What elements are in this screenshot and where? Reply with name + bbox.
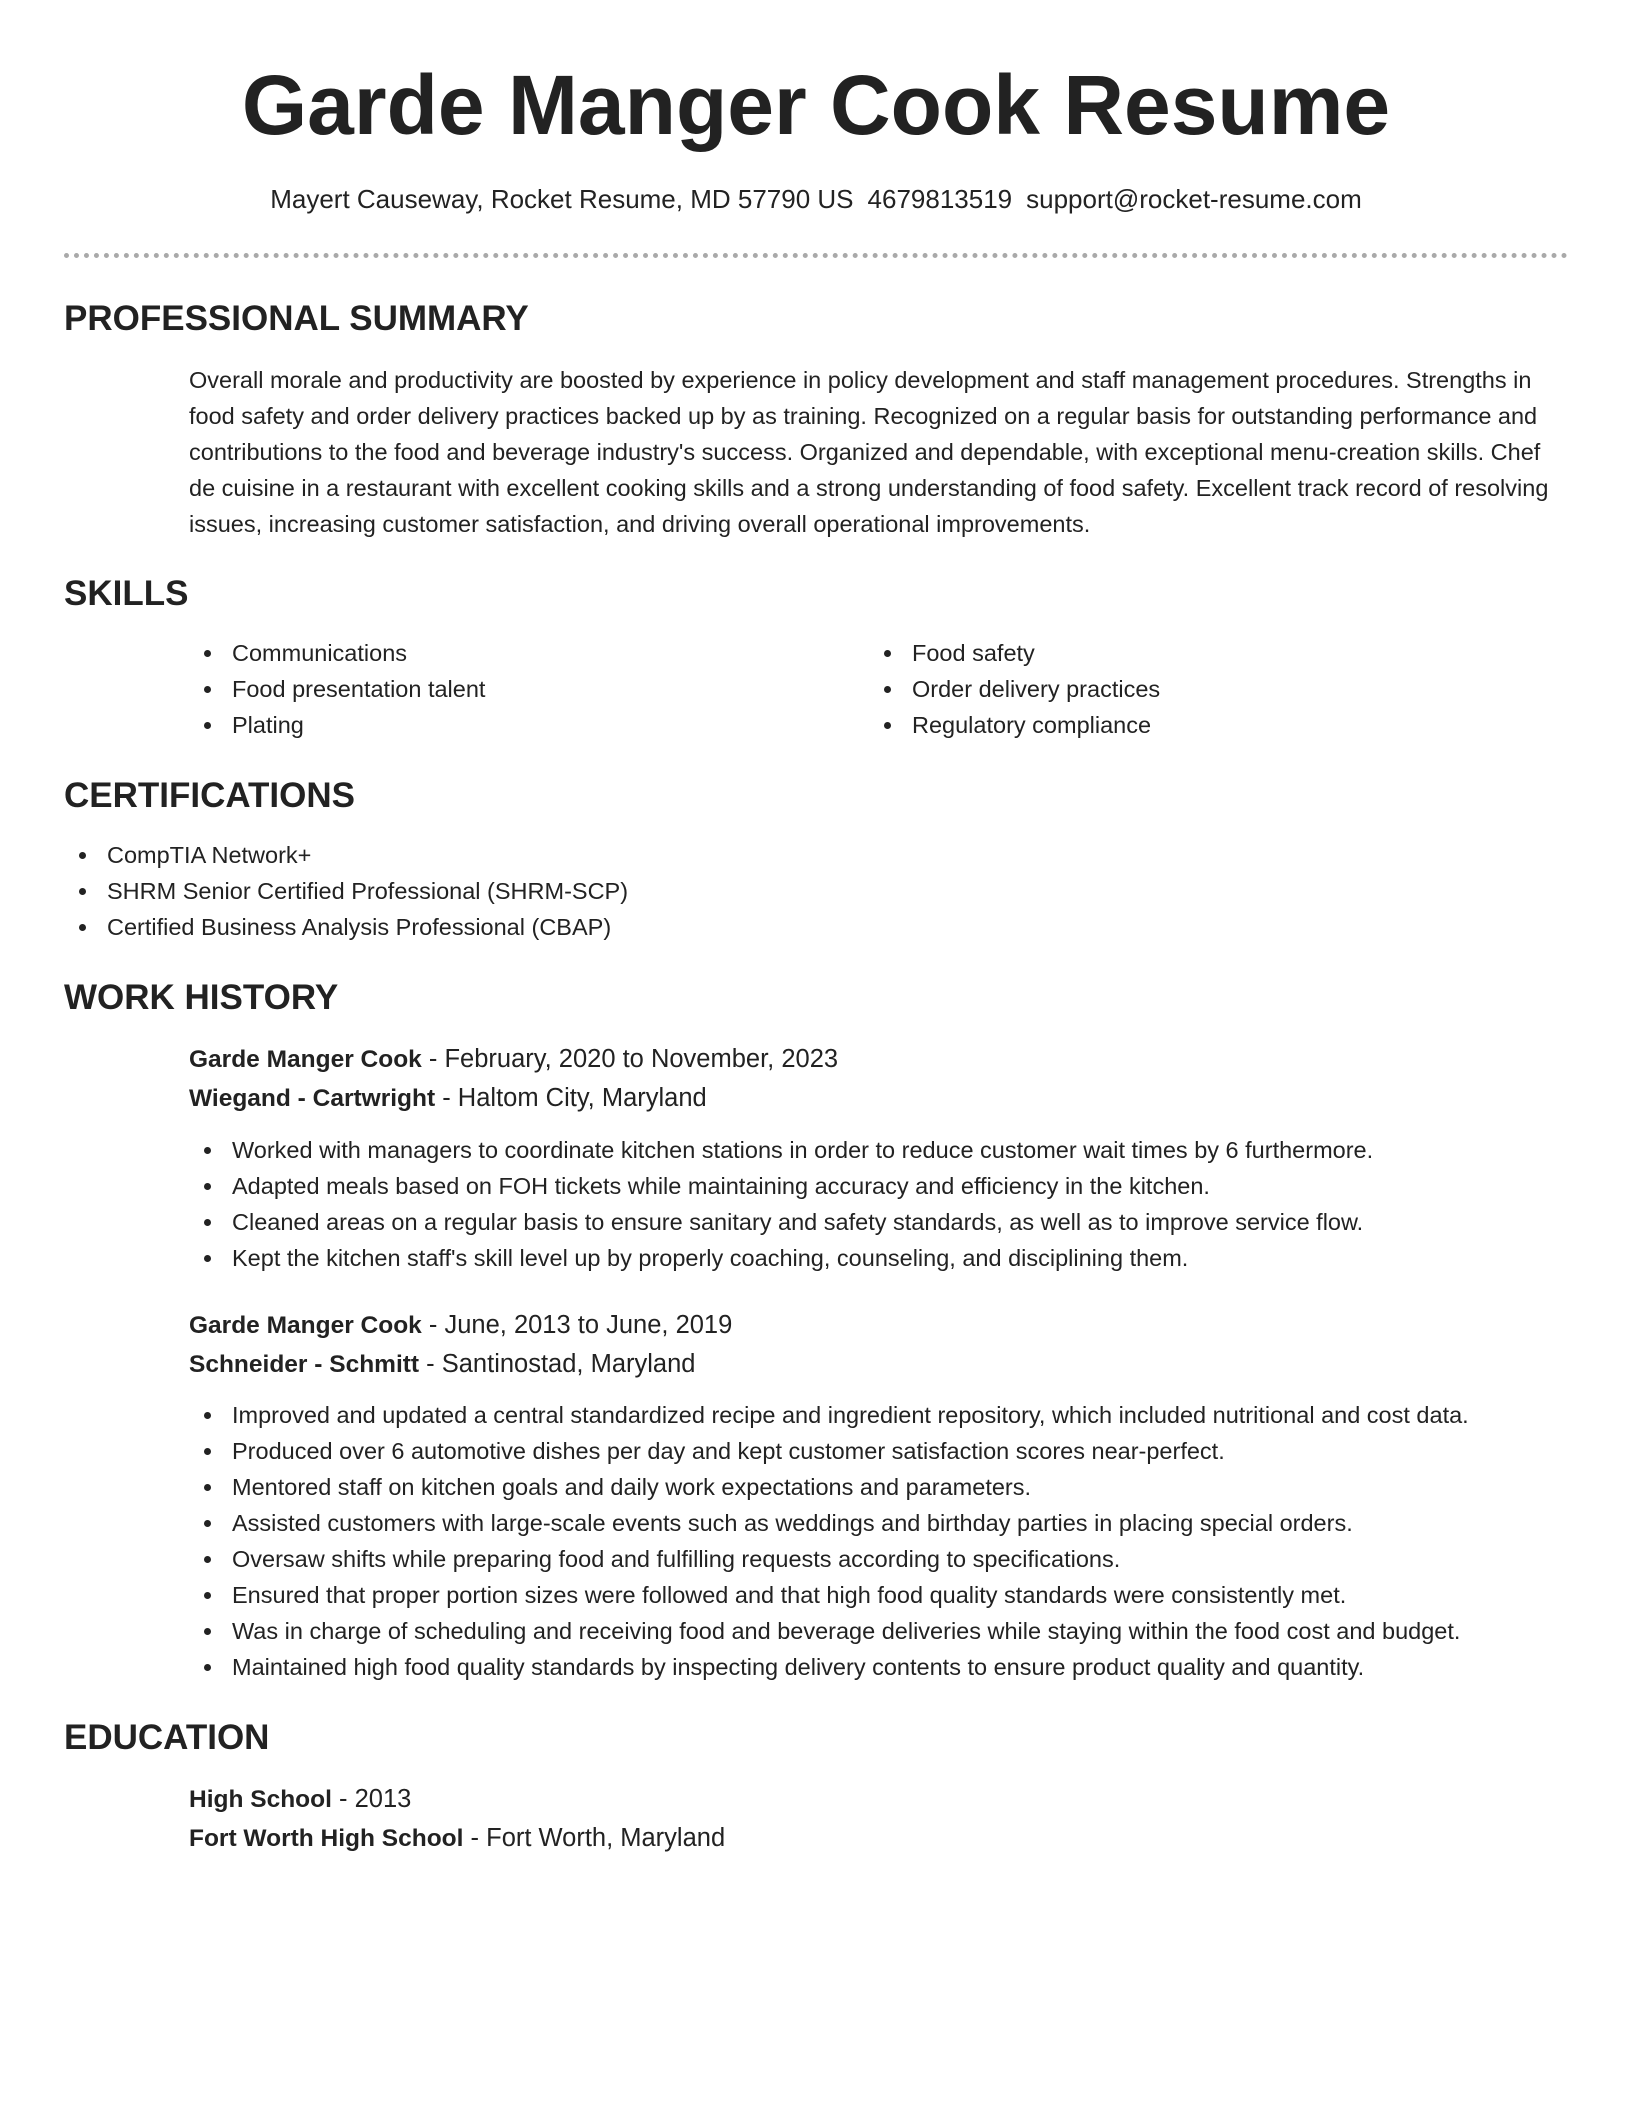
education-degree: High School bbox=[189, 1786, 332, 1813]
skills-grid bbox=[189, 635, 1568, 743]
skill-item: Plating bbox=[189, 707, 869, 743]
job-bullet: Ensured that proper portion sizes were followed and that high food quality standards were consistently met. bbox=[189, 1577, 1568, 1613]
job-role: Garde Manger Cook bbox=[189, 1046, 422, 1073]
education-section bbox=[64, 1716, 1568, 1858]
job-title-line bbox=[189, 1306, 1568, 1345]
skill-item: Order delivery practices bbox=[869, 671, 1549, 707]
contact-email: support@rocket-resume.com bbox=[1026, 184, 1362, 214]
job-bullet: Adapted meals based on FOH tickets while maintaining accuracy and efficiency in the kitchen. bbox=[189, 1168, 1568, 1204]
header-divider bbox=[64, 253, 1568, 258]
skill-item: Food safety bbox=[869, 635, 1549, 671]
summary-text: Overall morale and productivity are boosted by experience in policy development and staff management procedures. Strengths in food safety and order delivery practices backed up by as training. Recognized on a regular basis for outstanding performance and contributions to the food and beverage industry's success. Organized and dependable, with exceptional menu-creation skills. Chef de cuisine in a restaurant with excellent cooking skills and a strong understanding of food safety. Excellent track record of resolving issues, increasing customer satisfaction, and driving overall operational improvements. bbox=[189, 367, 1549, 537]
job-company-line bbox=[189, 1079, 1568, 1118]
education-degree-line bbox=[189, 1780, 1568, 1819]
job-dates: - June, 2013 to June, 2019 bbox=[421, 1311, 733, 1339]
skill-item: Communications bbox=[189, 635, 869, 671]
job-bullet: Cleaned areas on a regular basis to ensure sanitary and safety standards, as well as to improve service flow. bbox=[189, 1204, 1568, 1240]
education-location: - Fort Worth, Maryland bbox=[463, 1824, 726, 1852]
resume-title: Garde Manger Cook Resume bbox=[241, 58, 1391, 152]
education-school-line bbox=[189, 1819, 1568, 1858]
contact-address: Mayert Causeway, Rocket Resume, MD 57790 US bbox=[270, 184, 854, 214]
certification-item: Certified Business Analysis Professional (CBAP) bbox=[64, 909, 1568, 945]
job-bullet: Worked with managers to coordinate kitchen stations in order to reduce customer wait times by 6 furthermore. bbox=[189, 1132, 1568, 1168]
job-bullet: Kept the kitchen staff's skill level up by properly coaching, counseling, and disciplining them. bbox=[189, 1240, 1568, 1276]
certification-item: SHRM Senior Certified Professional (SHRM-SCP) bbox=[64, 873, 1568, 909]
job-dates: - February, 2020 to November, 2023 bbox=[421, 1045, 839, 1073]
summary-section bbox=[64, 297, 1568, 542]
certifications-section bbox=[64, 774, 1568, 945]
job-bullet: Maintained high food quality standards by inspecting delivery contents to ensure product quality and quantity. bbox=[189, 1649, 1568, 1685]
contact-phone: 4679813519 bbox=[867, 184, 1013, 214]
work-history-heading: WORK HISTORY bbox=[64, 978, 339, 1017]
job-bullet: Mentored staff on kitchen goals and daily work expectations and parameters. bbox=[189, 1469, 1568, 1505]
job-bullet: Oversaw shifts while preparing food and fulfilling requests according to specifications. bbox=[189, 1541, 1568, 1577]
job-role: Garde Manger Cook bbox=[189, 1312, 422, 1339]
job-bullet: Assisted customers with large-scale events such as weddings and birthday parties in placing special orders. bbox=[189, 1505, 1568, 1541]
education-year: - 2013 bbox=[331, 1785, 412, 1813]
skills-section bbox=[64, 572, 1568, 743]
job-location: - Santinostad, Maryland bbox=[419, 1350, 696, 1378]
job-bullets bbox=[189, 1397, 1568, 1685]
certification-item: CompTIA Network+ bbox=[64, 837, 1568, 873]
skill-item: Food presentation talent bbox=[189, 671, 869, 707]
job-company: Schneider - Schmitt bbox=[189, 1351, 420, 1378]
job-company: Wiegand - Cartwright bbox=[189, 1085, 436, 1112]
skill-item: Regulatory compliance bbox=[869, 707, 1549, 743]
certifications-list bbox=[64, 837, 1568, 945]
job-bullet: Produced over 6 automotive dishes per day and kept customer satisfaction scores near-perfect. bbox=[189, 1433, 1568, 1469]
skills-column-left bbox=[189, 635, 869, 743]
skills-column-right bbox=[869, 635, 1549, 743]
job-location: - Haltom City, Maryland bbox=[435, 1084, 707, 1112]
skills-heading: SKILLS bbox=[64, 574, 189, 613]
contact-line bbox=[0, 182, 1632, 216]
job-bullet: Was in charge of scheduling and receiving food and beverage deliveries while staying within the food cost and budget. bbox=[189, 1613, 1568, 1649]
certifications-heading: CERTIFICATIONS bbox=[64, 776, 356, 815]
job-entry bbox=[189, 1306, 1568, 1685]
work-history-section bbox=[64, 976, 1568, 1685]
education-heading: EDUCATION bbox=[64, 1718, 270, 1757]
education-school: Fort Worth High School bbox=[189, 1825, 464, 1852]
job-company-line bbox=[189, 1345, 1568, 1384]
job-title-line bbox=[189, 1040, 1568, 1079]
summary-heading: PROFESSIONAL SUMMARY bbox=[64, 299, 529, 338]
job-bullet: Improved and updated a central standardized recipe and ingredient repository, which included nutritional and cost data. bbox=[189, 1397, 1568, 1433]
education-entry bbox=[189, 1780, 1568, 1858]
job-entry bbox=[189, 1040, 1568, 1276]
job-bullets bbox=[189, 1132, 1568, 1276]
